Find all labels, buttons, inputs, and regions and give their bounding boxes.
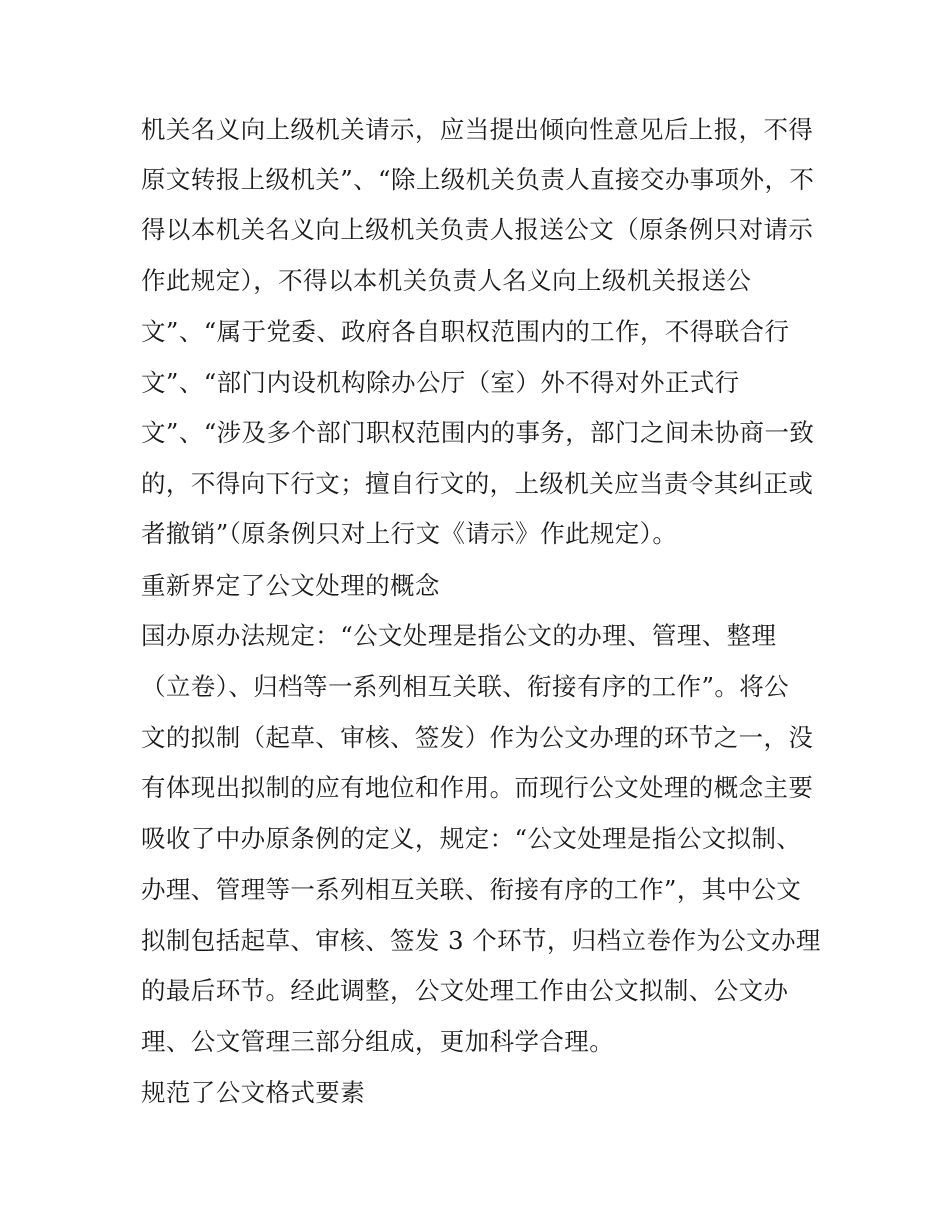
text-line: 作此规定），不得以本机关负责人名义向上级机关报送公 [141,266,752,295]
text-line: 的最后环节。经此调整，公文处理工作由公文拟制、公文办 [141,976,789,1005]
text-line: 原文转报上级机关”、“除上级机关负责人直接交办事项外，不 [141,165,815,194]
text-line: 拟制包括起草、审核、签发 3 个环节，归档立卷作为公文办理 [141,926,821,955]
text-line: 文”、“属于党委、政府各自职权范围内的工作，不得联合行 [141,317,790,346]
text-line: 有体现出拟制的应有地位和作用。而现行公文处理的概念主要 [141,773,814,802]
text-line: 机关名义向上级机关请示，应当提出倾向性意见后上报，不得 [141,115,814,144]
text-line: 得以本机关名义向上级机关负责人报送公文（原条例只对请示 [141,215,814,244]
text-line: 者撤销”（原条例只对上行文《请示》作此规定）。 [141,519,678,548]
text-line: 文的拟制（起草、审核、签发）作为公文办理的环节之一，没 [141,723,814,752]
text-line: （立卷）、归档等一系列相互关联、衔接有序的工作”。将公 [141,672,790,701]
text-line: 理、公文管理三部分组成，更加科学合理。 [141,1027,615,1056]
text-line: 文”、“涉及多个部门职权范围内的事务，部门之间未协商一致 [141,418,815,447]
text-line: 吸收了中办原条例的定义，规定：“公文处理是指公文拟制、 [141,824,802,853]
text-line: 的，不得向下行文；擅自行文的，上级机关应当责令其纠正或 [141,469,814,498]
section-heading: 重新界定了公文处理的概念 [141,571,440,600]
text-line: 办理、管理等一系列相互关联、衔接有序的工作”，其中公文 [141,875,802,904]
text-line: 文”、“部门内设机构除办公厅（室）外不得对外正式行 [141,368,740,397]
text-line: 国办原办法规定：“公文处理是指公文的办理、管理、整理 [141,621,777,650]
section-heading: 规范了公文格式要素 [141,1078,366,1107]
